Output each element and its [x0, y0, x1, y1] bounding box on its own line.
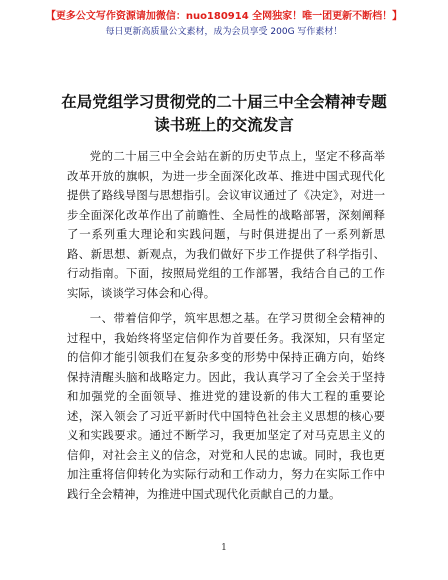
body-paragraph-section-1: 一、带着信仰学，筑牢思想之基。在学习贯彻全会精神的过程中，我始终将坚定信仰作为首要任务。我深知，只有坚定的信仰才能引领我们在复杂多变的形势中保持正确方向，始终保持清醒头脑和战略定力。因此，我认真学习了全会关于坚持和加强党的全面领导、推进党的建设新的伟大工程的重要论述，深入领会了习近平新时代中国特色社会主义思想的核心要义和实践要求。通过不断学习，我更加坚定了对马克思主义的信仰，对社会主义的信念，对党和人民的忠诚。同时，我也更加注重将信仰转化为实际行动和工作动力，努力在实际工作中践行全会精神，为推进中国式现代化贡献自己的力量。: [67, 311, 385, 501]
body-paragraph-intro: 党的二十届三中全会站在新的历史节点上，坚定不移高举改革开放的旗帜，为进一步全面深化改革、推进中国式现代化提供了路线导图与思想指引。会议审议通过了《决定》，对进一步全面深化改革作出了前瞻性、全局性的战略部署，深刻阐释了一系列重大理论和实践问题，与时俱进提出了一系列新思路、新思想、新观点，为我们做好下步工作提供了科学指引、行动指南。下面，按照局党组的工作部署，我结合自己的工作实际，谈谈学习体会和心得。: [67, 149, 385, 300]
document-title: 在局党组学习贯彻党的二十届三中全会精神专题读书班上的交流发言: [61, 93, 387, 134]
promo-banner-line2: 每日更新高质量公文素材，成为会员享受 200G 写作素材！: [105, 27, 343, 37]
page-number: 1: [221, 543, 227, 553]
promo-banner-line1: 【更多公文写作资源请加微信：nuo180914 全网独家！唯一团更新不断档！】: [45, 11, 403, 22]
promo-banner: [0, 12, 448, 40]
document-body: [67, 147, 385, 504]
